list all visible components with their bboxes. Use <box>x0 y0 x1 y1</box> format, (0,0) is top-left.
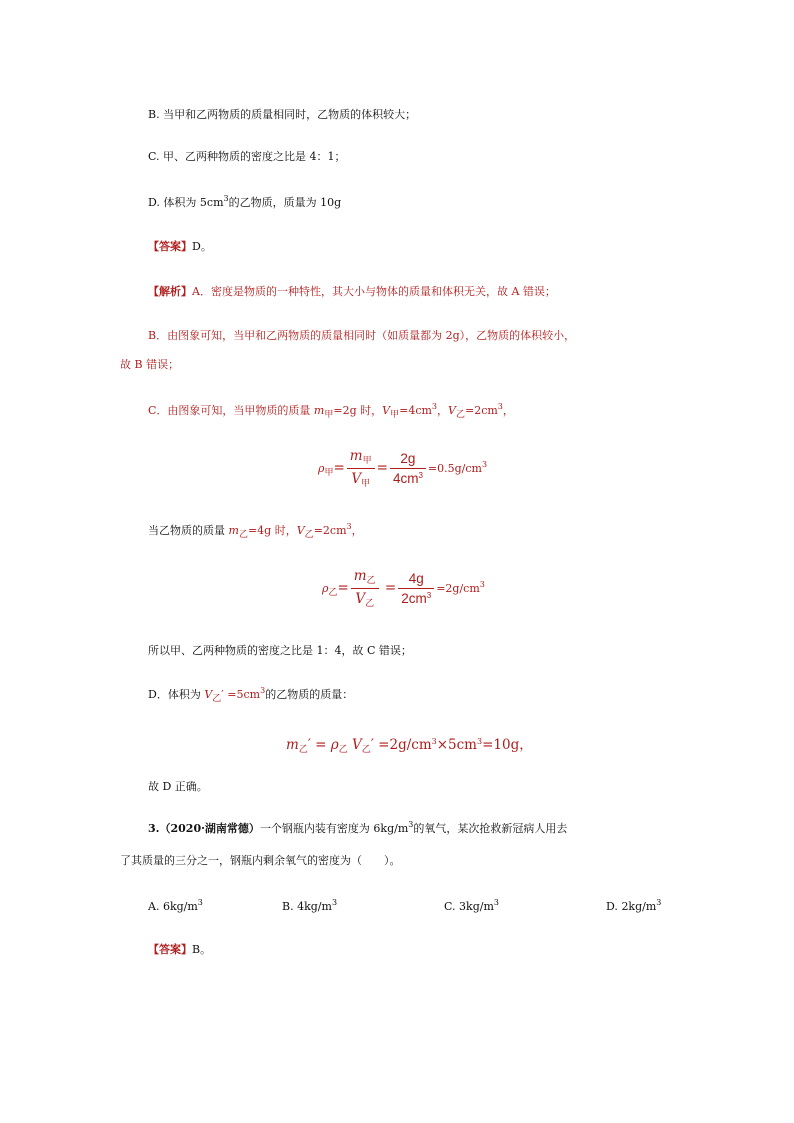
eq1-num2: 2g <box>390 451 426 469</box>
analysis-d-intro <box>148 686 353 704</box>
eq1-num-sub: 甲 <box>362 456 372 466</box>
option-3c <box>444 898 499 913</box>
eq2-den2-sup: 3 <box>426 591 432 600</box>
d-intro-2: ′ =5cm <box>221 688 261 701</box>
eq1-eq-2: = <box>376 460 388 476</box>
eq3-b: ′ =2g/cm <box>370 737 432 753</box>
analysis-b-line1: B．由图象可知，当甲和乙两物质的质量相同时（如质量都为 2g），乙物质的体积较小， <box>148 329 576 342</box>
answer-value: D。 <box>192 240 212 253</box>
d-v-sub: 乙 <box>212 694 222 704</box>
answer-prev <box>148 238 212 254</box>
eq2-result: =2g/cm <box>436 582 480 595</box>
eq1-eq: = <box>333 460 345 476</box>
eq3-a: ′ = <box>307 737 331 753</box>
yi-v: V <box>296 524 305 537</box>
ratio-line: 所以甲、乙两种物质的密度之比是 1：4，故 C 错误； <box>148 644 412 657</box>
c-sub-jia: 甲 <box>324 410 334 420</box>
c-sub-jia-2: 甲 <box>390 410 400 420</box>
eq1-rho: ρ <box>318 462 325 475</box>
option-3d-sup: 3 <box>656 898 662 907</box>
eq1-den2-sup: 3 <box>418 471 423 480</box>
eq3-m-sub: 乙 <box>298 745 308 755</box>
eq2-result-sup: 3 <box>479 580 485 589</box>
option-3c-label: C. <box>444 900 456 913</box>
eq3-sup-2: 3 <box>476 737 483 746</box>
analysis-label: 【解析】 <box>148 285 192 298</box>
eq3-v: V <box>352 737 362 753</box>
eq3-sup-1: 3 <box>431 737 437 746</box>
eq1-num-m: m <box>349 448 363 464</box>
yi-intro-3: =2cm <box>313 524 347 537</box>
option-b: B. 当甲和乙两物质的质量相同时，乙物质的体积较大； <box>148 108 417 121</box>
eq2-frac-1 <box>351 568 379 609</box>
analysis-a-text: A．密度是物质的一种特性，其大小与物体的质量和体积无关，故 A 错误； <box>192 285 556 298</box>
eq3-m: m <box>286 737 299 753</box>
d-intro-1: D．体积为 <box>148 688 205 701</box>
c-comma-1: ， <box>437 404 449 417</box>
c-v-yi: V <box>448 404 456 417</box>
eq3-rho-sub: 乙 <box>338 745 348 755</box>
eq2-num-sub: 乙 <box>366 576 376 586</box>
option-3a-value: 6kg/m <box>162 900 198 913</box>
stem-2: 的氧气，某次抢救新冠病人用去 <box>413 822 568 835</box>
yi-intro <box>148 522 363 540</box>
c-comma-2: ， <box>502 404 514 417</box>
option-c: C. 甲、乙两种物质的密度之比是 4：1； <box>148 150 346 163</box>
option-3b-value: 4kg/m <box>297 900 332 913</box>
option-3b-sup: 3 <box>331 898 338 907</box>
eq3-d: =10g， <box>482 737 533 753</box>
stem-1: 一个钢瓶内装有密度为 6kg/m <box>259 822 409 835</box>
option-3b-label: B. <box>282 900 294 913</box>
c-v-jia: V <box>382 404 391 417</box>
option-3d-label: D. <box>606 900 618 913</box>
yi-m: m <box>228 524 239 537</box>
eq2-num-m: m <box>353 568 367 584</box>
option-3a <box>148 898 203 913</box>
eq1-rho-sub: 甲 <box>324 468 334 478</box>
eq1-den2: 4cm <box>392 471 419 486</box>
d-intro-3: 的乙物质的质量： <box>265 688 354 701</box>
equation-m-yi <box>286 733 533 755</box>
eq2-den-v: V <box>355 591 366 607</box>
eq1-frac-1 <box>347 448 375 489</box>
option-3d-value: 2kg/m <box>621 900 657 913</box>
option-3d <box>606 898 661 913</box>
eq2-eq: = <box>337 580 349 596</box>
option-d-sup: 3 <box>223 194 229 203</box>
d-sup: 3 <box>260 686 266 695</box>
yi-intro-1: 当乙物质的质量 <box>148 524 229 537</box>
eq2-rho-sub: 乙 <box>328 588 338 598</box>
question-number: 3. <box>148 822 160 835</box>
c-intro-2: =2g 时， <box>333 404 383 417</box>
eq3-c: ×5cm <box>436 737 477 753</box>
eq1-result-sup: 3 <box>481 460 488 469</box>
eq1-den-sub: 甲 <box>361 479 371 489</box>
option-3b <box>282 898 337 913</box>
eq2-den2: 2cm <box>401 591 427 606</box>
question-3-stem-line2: 了其质量的三分之一，钢瓶内剩余氧气的密度为（ ）。 <box>120 854 401 867</box>
option-3c-sup: 3 <box>493 898 499 907</box>
option-c-text <box>148 148 346 164</box>
eq2-num2: 4g <box>398 571 434 589</box>
answer-3-label: 【答案】 <box>148 943 192 956</box>
option-3a-label: A. <box>148 900 160 913</box>
equation-rho-jia <box>318 448 487 489</box>
eq3-v-sub: 乙 <box>361 745 371 755</box>
answer-3-value: B。 <box>192 943 212 956</box>
eq3-rho: ρ <box>330 737 339 753</box>
answer-3 <box>148 941 211 957</box>
eq2-rho: ρ <box>322 582 329 595</box>
yi-sup: 3 <box>346 522 352 531</box>
c-intro-1: C．由图象可知，当甲物质的质量 <box>148 404 314 417</box>
option-3c-value: 3kg/m <box>459 900 494 913</box>
c-m: m <box>313 404 325 417</box>
analysis-c-intro <box>148 402 514 420</box>
c-intro-3: =4cm <box>399 404 432 417</box>
option-d-pre: D. 体积为 5cm <box>148 196 224 209</box>
c-sub-yi: 乙 <box>455 410 465 420</box>
d-v: V <box>204 688 213 701</box>
analysis-a <box>148 283 556 299</box>
equation-rho-yi <box>322 568 485 609</box>
question-source: （2020·湖南常德） <box>159 822 260 835</box>
option-b-text <box>148 106 416 122</box>
c-intro-4: =2cm <box>464 404 498 417</box>
question-3-stem-line1 <box>148 820 567 836</box>
yi-v-sub: 乙 <box>304 530 314 540</box>
eq1-frac-2 <box>390 451 426 486</box>
yi-intro-2: =4g 时， <box>247 524 297 537</box>
c-sup-1: 3 <box>431 402 438 411</box>
yi-comma: ， <box>351 524 363 537</box>
yi-m-sub: 乙 <box>238 530 248 540</box>
option-d-text <box>148 194 341 210</box>
eq1-result: =0.5g/cm <box>427 462 482 475</box>
eq2-eq-2: = <box>384 580 397 596</box>
eq2-den-sub: 乙 <box>365 599 375 609</box>
option-3a-sup: 3 <box>197 898 203 907</box>
stem-sup: 3 <box>408 820 414 829</box>
eq2-frac-2 <box>398 571 434 606</box>
option-d-post: 的乙物质，质量为 10g <box>228 196 342 209</box>
eq1-den-v: V <box>351 471 362 487</box>
analysis-b-line2: 故 B 错误； <box>120 358 180 371</box>
c-sup-2: 3 <box>497 402 503 411</box>
d-conclusion: 故 D 正确。 <box>148 780 208 793</box>
answer-label: 【答案】 <box>148 240 192 253</box>
